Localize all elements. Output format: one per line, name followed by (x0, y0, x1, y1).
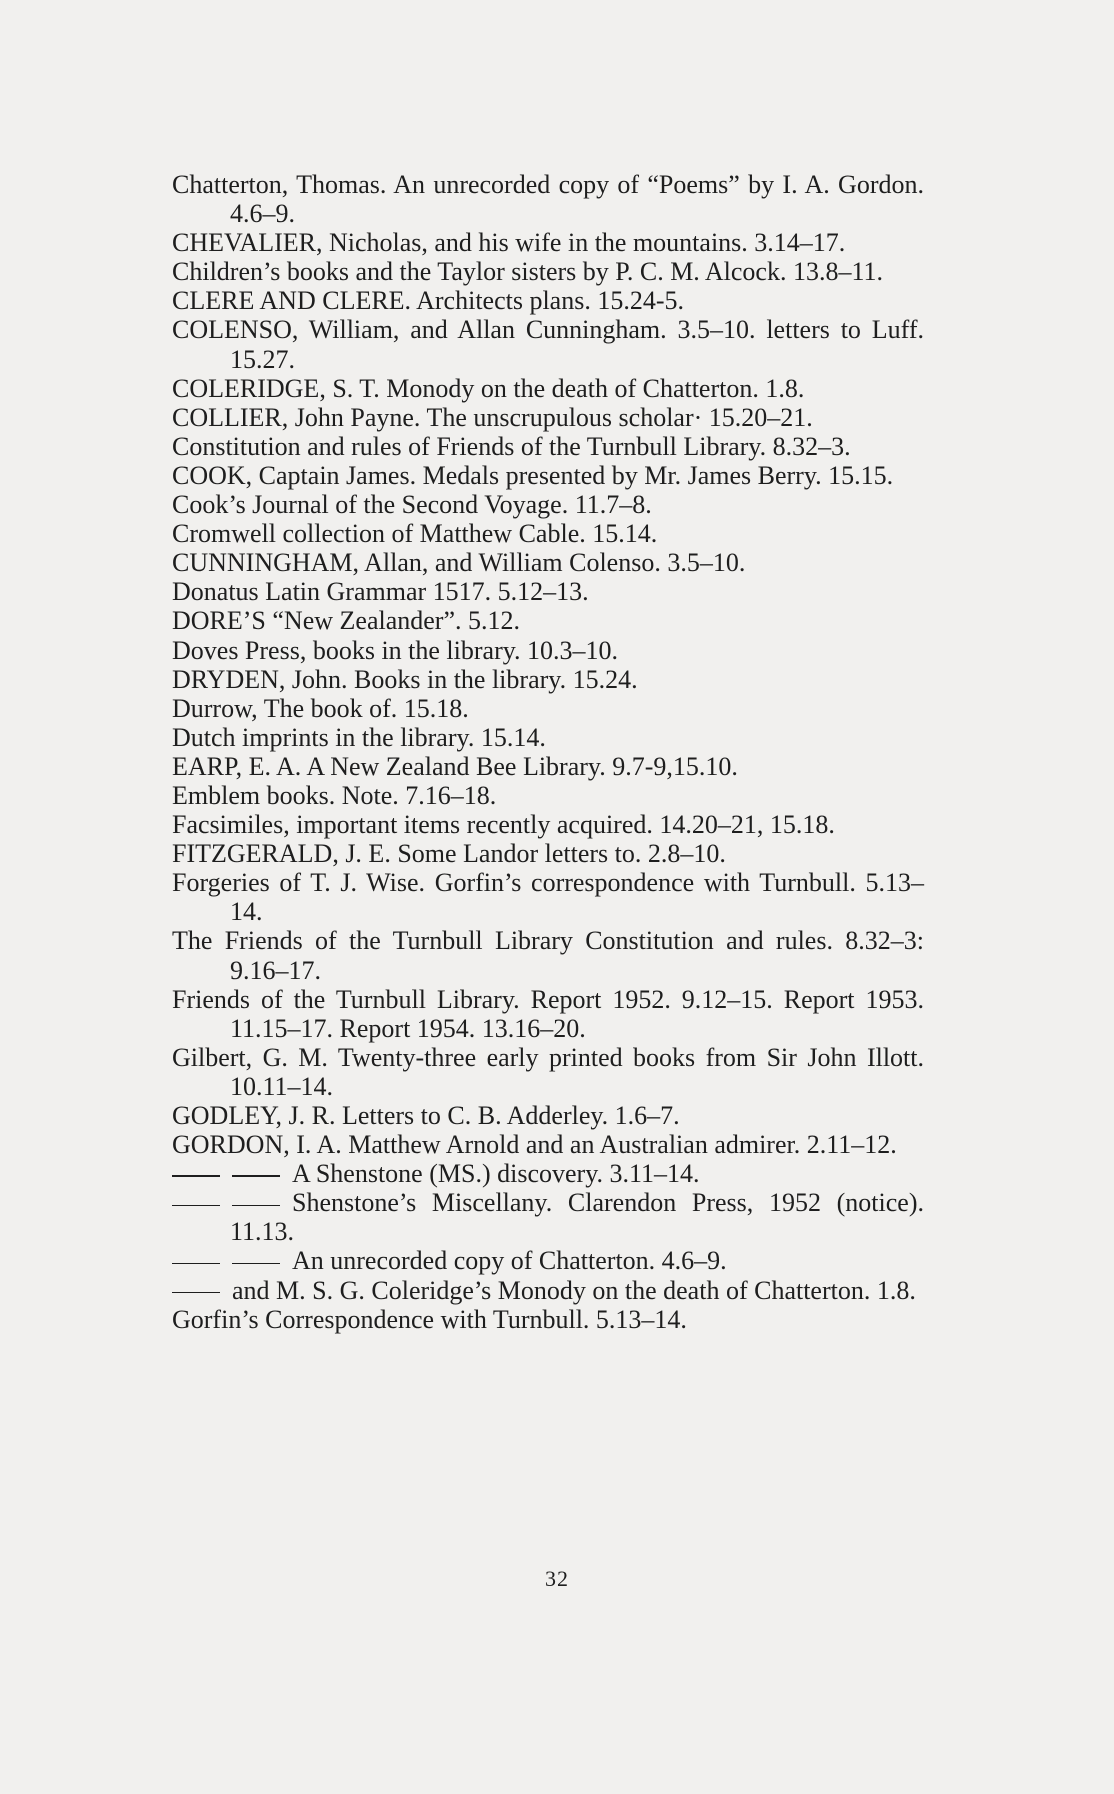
index-entry-text: A Shenstone (MS.) discovery. 3.11–14. (292, 1159, 700, 1189)
index-entry-text: CLERE AND CLERE. Architects plans. 15.24-5. (172, 286, 685, 316)
index-entry (172, 926, 924, 984)
index-list (172, 170, 924, 1334)
index-entry-text: GODLEY, J. R. Letters to C. B. Adderley. 1.6–7. (172, 1101, 680, 1130)
index-entry-text: EARP, E. A. A New Zealand Bee Library. 9.7-9,15.10. (172, 751, 738, 781)
index-entry (172, 461, 924, 490)
index-entry (172, 636, 924, 665)
index-entry-text: and M. S. G. Coleridge’s Monody on the death of Chatterton. 1.8. (232, 1275, 916, 1305)
index-entry-text: Donatus Latin Grammar 1517. 5.12–13. (172, 577, 589, 607)
index-entry (172, 694, 924, 723)
index-entry (172, 374, 924, 403)
index-entry-text: Forgeries of T. J. Wise. Gorfin’s correspondence with Turnbull. 5.13–14. (172, 868, 924, 927)
index-entry (172, 170, 924, 228)
index-entry (172, 315, 924, 373)
ditto-dash (232, 1175, 280, 1177)
index-entry (172, 1101, 924, 1130)
index-entry-text: FITZGERALD, J. E. Some Landor letters to. 2.8–10. (172, 839, 726, 869)
index-entry (172, 1130, 924, 1159)
index-entry (172, 868, 924, 926)
index-entry (172, 665, 924, 694)
index-entry (172, 1246, 924, 1275)
index-entry (172, 985, 924, 1043)
index-entry-text: An unrecorded copy of Chatterton. 4.6–9. (292, 1246, 727, 1276)
index-entry-text: Emblem books. Note. 7.16–18. (172, 780, 497, 810)
index-entry-text: CUNNINGHAM, Allan, and William Colenso. 3.5–10. (172, 548, 746, 578)
index-entry-text: COLLIER, John Payne. The unscrupulous scholar· 15.20–21. (172, 402, 813, 432)
index-entry-text: Gorfin’s Correspondence with Turnbull. 5.13–14. (172, 1304, 687, 1334)
index-entry-text: Dutch imprints in the library. 15.14. (172, 722, 546, 752)
index-entry-text: Gilbert, G. M. Twenty-three early printed books from Sir John Illott. 10.11–14. (172, 1042, 924, 1101)
ditto-dash (172, 1205, 220, 1207)
index-entry-text: Friends of the Turnbull Library. Report 1952. 9.12–15. Report 1953. 11.15–17. Report 1954. 13.16–20. (172, 984, 924, 1043)
ditto-dash (232, 1205, 280, 1207)
index-entry-text: Chatterton, Thomas. An unrecorded copy of “Poems” by I. A. Gordon. 4.6–9. (172, 170, 924, 229)
index-entry (172, 228, 924, 257)
index-entry (172, 781, 924, 810)
ditto-dash (232, 1263, 280, 1265)
index-entry-text: DRYDEN, John. Books in the library. 15.24. (172, 664, 638, 694)
index-entry (172, 257, 924, 286)
index-entry (172, 286, 924, 315)
index-entry (172, 752, 924, 781)
index-entry (172, 1188, 924, 1246)
index-entry (172, 519, 924, 548)
index-entry (172, 810, 924, 839)
index-entry (172, 723, 924, 752)
index-entry-text: COLERIDGE, S. T. Monody on the death of Chatterton. 1.8. (172, 373, 805, 403)
index-entry (172, 490, 924, 519)
index-entry-text: Doves Press, books in the library. 10.3–10. (172, 635, 619, 665)
index-entry (172, 606, 924, 635)
index-entry-text: Cook’s Journal of the Second Voyage. 11.7–8. (172, 490, 652, 520)
index-entry (172, 1305, 924, 1334)
ditto-dash (172, 1292, 220, 1294)
index-entry-text: Children’s books and the Taylor sisters by P. C. M. Alcock. 13.8–11. (172, 257, 883, 287)
index-entry-text: The Friends of the Turnbull Library Constitution and rules. 8.32–3: 9.16–17. (172, 926, 924, 985)
index-entry (172, 839, 924, 868)
index-entry-text: GORDON, I. A. Matthew Arnold and an Australian admirer. 2.11–12. (172, 1130, 897, 1160)
index-entry-text: Facsimiles, important items recently acquired. 14.20–21, 15.18. (172, 810, 835, 840)
index-entry (172, 403, 924, 432)
ditto-dash (172, 1263, 220, 1265)
index-entry-text: CHEVALIER, Nicholas, and his wife in the mountains. 3.14–17. (172, 228, 846, 258)
index-entry (172, 548, 924, 577)
index-entry (172, 1159, 924, 1188)
index-entry (172, 1276, 924, 1305)
index-entry-text: Shenstone’s Miscellany. Clarendon Press, 1952 (notice). 11.13. (230, 1188, 924, 1247)
page-number: 32 (545, 1566, 569, 1591)
index-entry-text: Constitution and rules of Friends of the Turnbull Library. 8.32–3. (172, 431, 851, 461)
ditto-dash (172, 1175, 220, 1177)
index-entry-text: COLENSO, William, and Allan Cunningham. 3.5–10. letters to Luff. 15.27. (172, 315, 924, 374)
index-entry-text: Durrow, The book of. 15.18. (172, 693, 469, 723)
index-entry (172, 432, 924, 461)
index-entry (172, 1043, 924, 1101)
index-entry-text: Cromwell collection of Matthew Cable. 15.14. (172, 519, 658, 549)
index-entry-text: DORE’S “New Zealander”. 5.12. (172, 606, 520, 636)
index-entry (172, 577, 924, 606)
index-entry-text: COOK, Captain James. Medals presented by Mr. James Berry. 15.15. (172, 460, 894, 490)
